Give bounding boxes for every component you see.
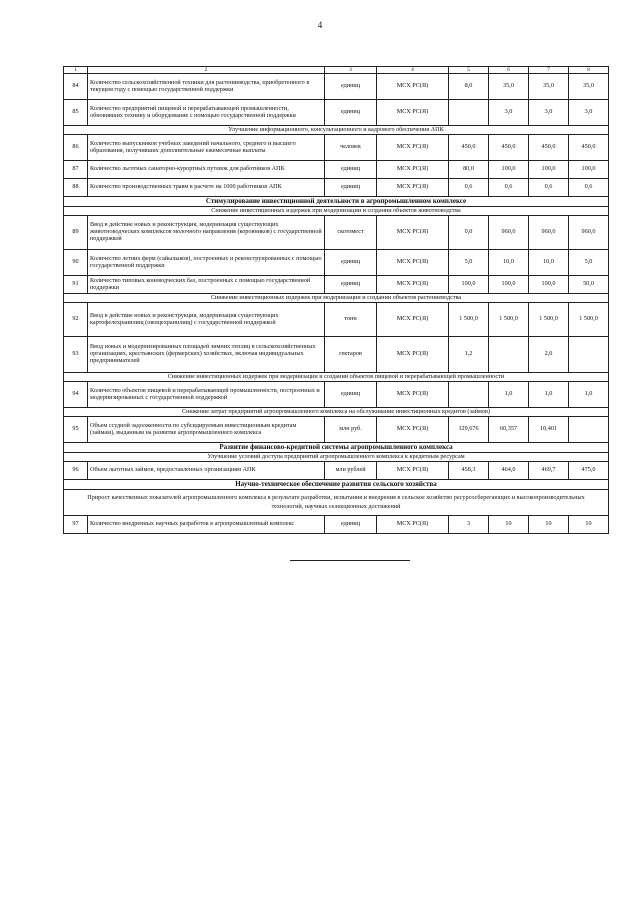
indicator-name: Ввод новых и модернизированных площадей зимних теплиц в сельскохозяйственных организациях, крестьянских (фермерских) хозяйствах, включая индивидуальных предпринимателей [88, 337, 325, 373]
source-cell: МСХ РС(Я) [377, 462, 449, 480]
value-cell [569, 337, 609, 373]
subsection-title: Улучшение информационного, консультационного и кадрового обеспечения АПК [64, 126, 609, 135]
header-cell: 5 [449, 67, 489, 74]
source-cell: МСХ РС(Я) [377, 161, 449, 179]
indicator-name: Количество типовых коневодческих баз, построенных с помощью государственной поддержки [88, 276, 325, 294]
source-cell: МСХ РС(Я) [377, 216, 449, 250]
value-cell: 1,2 [449, 337, 489, 373]
section-title: Научно-техническое обеспечение развития сельского хозяйства [64, 480, 609, 490]
value-cell: 450,0 [569, 135, 609, 161]
row-number: 87 [64, 161, 88, 179]
unit-cell: единиц [325, 161, 377, 179]
header-row [64, 67, 609, 74]
value-cell: 10 [489, 515, 529, 533]
source-cell: МСХ РС(Я) [377, 337, 449, 373]
value-cell: 35,0 [489, 74, 529, 100]
source-cell: МСХ РС(Я) [377, 515, 449, 533]
source-cell: МСХ РС(Я) [377, 135, 449, 161]
unit-cell: человек [325, 135, 377, 161]
unit-cell: единиц [325, 515, 377, 533]
header-cell: 4 [377, 67, 449, 74]
header-cell: 2 [88, 67, 325, 74]
table-row [64, 337, 609, 373]
section-title: Развитие финансово-кредитной системы агропромышленного комплекса [64, 443, 609, 453]
value-cell [569, 417, 609, 443]
unit-cell: гектаров [325, 337, 377, 373]
value-cell: 5,0 [569, 250, 609, 276]
value-cell: 1 500,0 [449, 303, 489, 337]
subsection-title: Снижение инвестиционных издержек при модернизации и создании объектов растениеводства [64, 294, 609, 303]
table-row [64, 515, 609, 533]
value-cell: 458,3 [449, 462, 489, 480]
row-number: 96 [64, 462, 88, 480]
value-cell: 3,0 [569, 100, 609, 126]
value-cell: 100,0 [489, 161, 529, 179]
unit-cell: скотомест [325, 216, 377, 250]
value-cell: 1,0 [529, 382, 569, 408]
section-title: Стимулирование инвестиционной деятельности в агропромышленном комплексе [64, 197, 609, 207]
row-number: 94 [64, 382, 88, 408]
indicators-table [63, 66, 609, 534]
indicator-name: Объем ссудной задолженности по субсидируемым инвестиционным кредитам (займам), выданным на развитие агропромышленного комплекса [88, 417, 325, 443]
table-row [64, 216, 609, 250]
value-cell: 100,0 [529, 161, 569, 179]
value-cell: 35,0 [529, 74, 569, 100]
value-cell: 0,6 [569, 179, 609, 197]
indicator-name: Количество предприятий пищевой и перерабатывающей промышленности, обновивших технику и оборудование с помощью государственной поддержки [88, 100, 325, 126]
header-cell: 8 [569, 67, 609, 74]
indicator-name: Количество производственных травм в расчете на 1000 работников АПК [88, 179, 325, 197]
table-row [64, 179, 609, 197]
table-row [64, 462, 609, 480]
source-cell: МСХ РС(Я) [377, 250, 449, 276]
table-row [64, 382, 609, 408]
table-row [64, 276, 609, 294]
row-number: 90 [64, 250, 88, 276]
value-cell: 1 500,0 [489, 303, 529, 337]
value-cell: 450,0 [489, 135, 529, 161]
unit-cell: млн руб. [325, 417, 377, 443]
note-row [64, 490, 609, 516]
source-cell: МСХ РС(Я) [377, 100, 449, 126]
indicator-name: Ввод в действие новых и реконструкция, модернизация существующих картофелехранилищ (овощехранилищ) с государственной поддержкой [88, 303, 325, 337]
row-number: 88 [64, 179, 88, 197]
section-row [64, 480, 609, 490]
value-cell: 60,357 [489, 417, 529, 443]
value-cell: 10,0 [489, 250, 529, 276]
subsection-row [64, 207, 609, 216]
source-cell: МСХ РС(Я) [377, 382, 449, 408]
unit-cell: единиц [325, 179, 377, 197]
table-row [64, 135, 609, 161]
value-cell: 960,0 [489, 216, 529, 250]
indicator-name: Количество сельскохозяйственной техники для растениеводства, приобретенного в текущем году с помощью государственной поддержки [88, 74, 325, 100]
subsection-title: Улучшение условий доступа предприятий агропромышленного комплекса к кредитным ресурсам [64, 453, 609, 462]
value-cell: 960,0 [529, 216, 569, 250]
row-number: 92 [64, 303, 88, 337]
value-cell: 0,6 [489, 179, 529, 197]
unit-cell: единиц [325, 250, 377, 276]
indicator-name: Ввод в действие новых и реконструкция, модернизация существующих животноводческих комплексов молочного направления (коровников) с государственной поддержкой [88, 216, 325, 250]
section-row [64, 443, 609, 453]
unit-cell: единиц [325, 74, 377, 100]
table-row [64, 100, 609, 126]
source-cell: МСХ РС(Я) [377, 276, 449, 294]
unit-cell: единиц [325, 382, 377, 408]
indicator-name: Количество льготных санаторно-курортных путевок для работников АПК [88, 161, 325, 179]
source-cell: МСХ РС(Я) [377, 74, 449, 100]
row-number: 86 [64, 135, 88, 161]
subsection-row [64, 126, 609, 135]
value-cell [489, 337, 529, 373]
row-number: 85 [64, 100, 88, 126]
value-cell: 100,0 [529, 276, 569, 294]
value-cell: 5,0 [449, 250, 489, 276]
subsection-title: Снижение инвестиционных издержек при модернизации и создании объектов пищевой и перерабатывающей промышленности [64, 373, 609, 382]
closing-rule [290, 560, 410, 561]
header-cell: 7 [529, 67, 569, 74]
header-cell: 1 [64, 67, 88, 74]
row-number: 91 [64, 276, 88, 294]
value-cell: 3,0 [529, 100, 569, 126]
value-cell: 1,0 [569, 382, 609, 408]
value-cell: 475,0 [569, 462, 609, 480]
value-cell: 100,0 [489, 276, 529, 294]
value-cell: 1,0 [489, 382, 529, 408]
header-cell: 6 [489, 67, 529, 74]
indicator-name: Количество объектов пищевой и перерабатывающей промышленности, построенных и модернизированных с государственной поддержкой [88, 382, 325, 408]
value-cell: 129,676 [449, 417, 489, 443]
section-row [64, 197, 609, 207]
row-number: 95 [64, 417, 88, 443]
unit-cell: единиц [325, 276, 377, 294]
value-cell: 100,0 [569, 161, 609, 179]
subsection-title: Снижение затрат предприятий агропромышленного комплекса на обслуживание инвестиционных кредитов (займов) [64, 408, 609, 417]
value-cell: 3 [449, 515, 489, 533]
value-cell: 8,0 [449, 74, 489, 100]
header-cell: 3 [325, 67, 377, 74]
value-cell: 1 500,0 [529, 303, 569, 337]
subsection-row [64, 453, 609, 462]
row-number: 84 [64, 74, 88, 100]
note-text: Прирост качественных показателей агропромышленного комплекса в результате разработки, испытания и внедрения в сельское хозяйство ресурсосберегающих и высокопроизводительных технологий, научных селекционных достижений [64, 490, 609, 516]
row-number: 97 [64, 515, 88, 533]
table-row [64, 303, 609, 337]
indicator-name: Количество выпускников учебных заведений начального, среднего и высшего образования, получивших дополнительные ежемесячные выплаты [88, 135, 325, 161]
row-number: 93 [64, 337, 88, 373]
row-number: 89 [64, 216, 88, 250]
value-cell: 450,0 [529, 135, 569, 161]
value-cell: 0,0 [449, 216, 489, 250]
table-row [64, 250, 609, 276]
table-row [64, 417, 609, 443]
indicator-name: Количество внедренных научных разработок в агропромышленный комплекс [88, 515, 325, 533]
value-cell: 50,0 [569, 276, 609, 294]
value-cell: 3,0 [489, 100, 529, 126]
value-cell: 10 [569, 515, 609, 533]
subsection-row [64, 373, 609, 382]
value-cell: 0,6 [529, 179, 569, 197]
table-row [64, 161, 609, 179]
value-cell: 1 500,0 [569, 303, 609, 337]
value-cell [449, 382, 489, 408]
unit-cell: млн рублей [325, 462, 377, 480]
table-row [64, 74, 609, 100]
page-number: 4 [317, 20, 323, 30]
unit-cell: тонн [325, 303, 377, 337]
value-cell: 960,0 [569, 216, 609, 250]
value-cell: 0,6 [449, 179, 489, 197]
value-cell: 10,0 [529, 250, 569, 276]
value-cell: 100,0 [449, 276, 489, 294]
value-cell [449, 100, 489, 126]
indicator-name: Объем льготных займов, предоставленных организациям АПК [88, 462, 325, 480]
subsection-row [64, 294, 609, 303]
value-cell: 10,401 [529, 417, 569, 443]
value-cell: 10 [529, 515, 569, 533]
source-cell: МСХ РС(Я) [377, 179, 449, 197]
value-cell: 2,0 [529, 337, 569, 373]
value-cell: 469,7 [529, 462, 569, 480]
value-cell: 35,0 [569, 74, 609, 100]
subsection-title: Снижение инвестиционных издержек при модернизации и создании объектов животноводства [64, 207, 609, 216]
source-cell: МСХ РС(Я) [377, 303, 449, 337]
subsection-row [64, 408, 609, 417]
indicator-name: Количество летних ферм (сайылыков), построенных и реконструированных с помощью государственной поддержки [88, 250, 325, 276]
value-cell: 464,0 [489, 462, 529, 480]
source-cell: МСХ РС(Я) [377, 417, 449, 443]
value-cell: 80,0 [449, 161, 489, 179]
value-cell: 450,0 [449, 135, 489, 161]
unit-cell: единиц [325, 100, 377, 126]
